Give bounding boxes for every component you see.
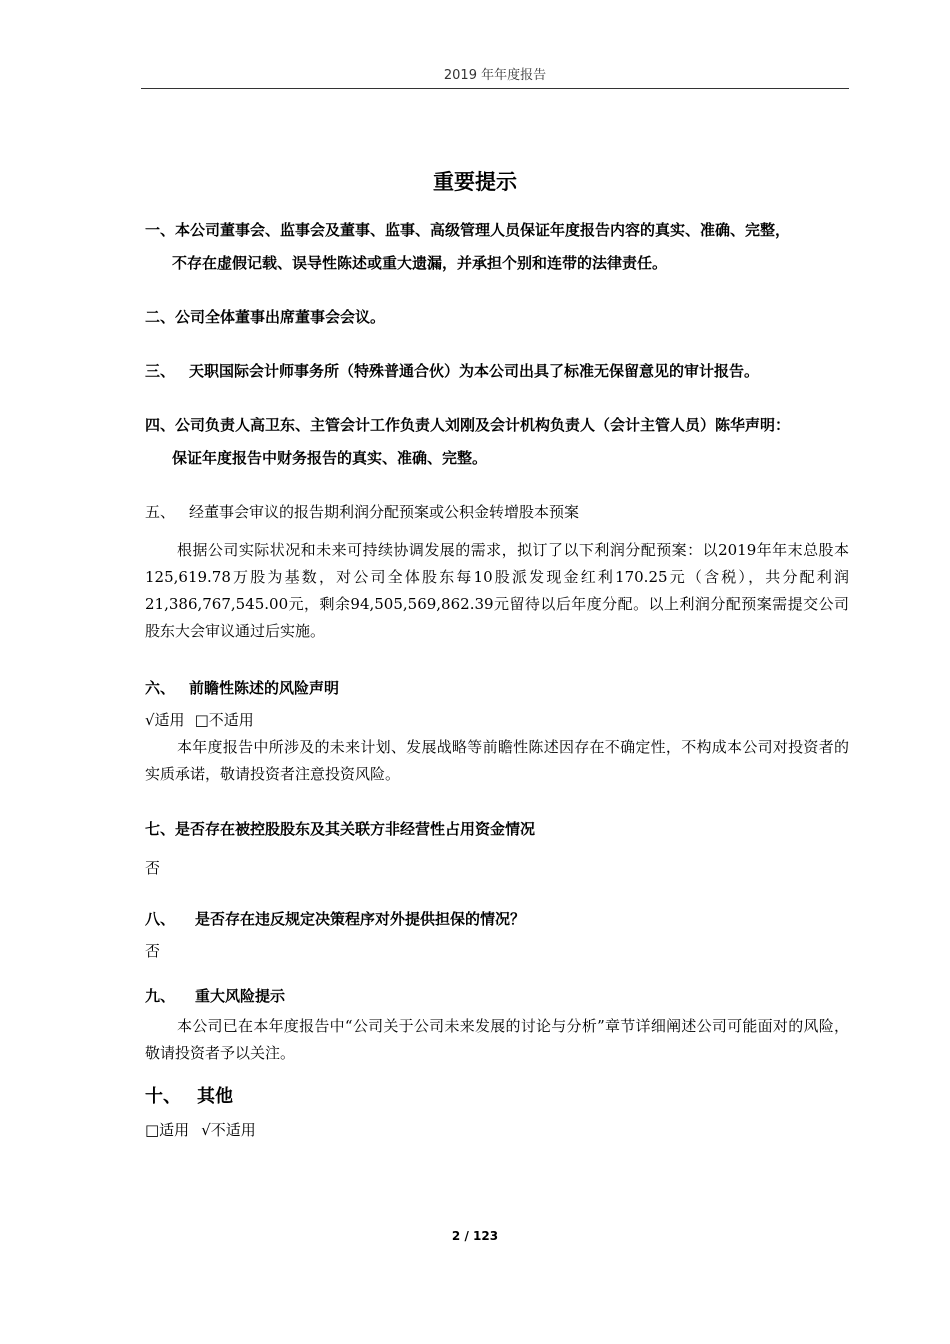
section-1-line-2: 不存在虚假记载、误导性陈述或重大遗漏，并承担个别和连带的法律责任。 — [172, 254, 668, 272]
section-4-line-2: 保证年度报告中财务报告的真实、准确、完整。 — [172, 449, 488, 467]
section-7-answer: 否 — [145, 859, 161, 877]
section-3-text: 天职国际会计师事务所（特殊普通合伙）为本公司出具了标准无保留意见的审计报告。 — [189, 362, 760, 380]
page-header: 2019 年年度报告 — [443, 68, 547, 83]
section-6-heading — [145, 677, 339, 698]
section-6-title: 前瞻性陈述的风险声明 — [189, 679, 340, 697]
section-3 — [145, 360, 759, 381]
section-9-heading — [145, 985, 285, 1006]
section-6-body: 本年度报告中所涉及的未来计划、发展战略等前瞻性陈述因存在不确定性，不构成本公司对投资者的实质承诺，敬请投资者注意投资风险。 — [145, 738, 849, 783]
section-5-number: 五、 — [145, 503, 176, 521]
section-5-title: 经董事会审议的报告期利润分配预案或公积金转增股本预案 — [189, 503, 580, 521]
section-8-answer: 否 — [145, 942, 161, 960]
section-9-body: 本公司已在本年度报告中“公司关于公司未来发展的讨论与分析”章节详细阐述公司可能面对的风险，敬请投资者予以关注。 — [145, 1017, 849, 1062]
not-applicable-checked-option: √不适用 — [201, 1121, 256, 1139]
section-9-number: 九、 — [145, 987, 176, 1005]
section-10-options — [145, 1119, 256, 1140]
section-7-heading: 七、是否存在被控股股东及其关联方非经营性占用资金情况 — [145, 820, 536, 838]
section-5-heading — [145, 501, 579, 522]
applicable-checked-option: √适用 — [145, 711, 185, 729]
header-divider — [141, 88, 849, 89]
page-title: 重要提示 — [433, 170, 517, 194]
section-8-title: 是否存在违反规定决策程序对外提供担保的情况？ — [195, 910, 526, 928]
section-9-title: 重大风险提示 — [195, 987, 286, 1005]
section-6-options — [145, 709, 254, 730]
section-5-body: 根据公司实际状况和未来可持续协调发展的需求，拟订了以下利润分配预案：以2019年年末总股本125,619.78万股为基数，对公司全体股东每10股派发现金红利170.25元（含税），共分配利润21,386,767,545.00元，剩余94,505,569,862.39元留待以后年度分配。以上利润分配预案需提交公司股东大会审议通过后实施。 — [145, 541, 849, 640]
section-2: 二、公司全体董事出席董事会会议。 — [145, 308, 386, 326]
section-6-number: 六、 — [145, 679, 176, 697]
applicable-unchecked-option: □适用 — [145, 1121, 190, 1139]
section-8-number: 八、 — [145, 910, 176, 928]
section-10-heading — [145, 1082, 233, 1108]
section-4-line-1: 四、公司负责人高卫东、主管会计工作负责人刘刚及会计机构负责人（会计主管人员）陈华声明： — [145, 416, 791, 434]
page-number: 2 / 123 — [451, 1229, 499, 1243]
section-3-number: 三、 — [145, 362, 176, 380]
section-10-title: 其他 — [197, 1086, 233, 1107]
not-applicable-unchecked-option: □不适用 — [194, 711, 254, 729]
section-8-heading — [145, 908, 525, 929]
section-1-line-1: 一、本公司董事会、监事会及董事、监事、高级管理人员保证年度报告内容的真实、准确、完整， — [145, 221, 791, 239]
section-10-number: 十、 — [145, 1086, 181, 1107]
